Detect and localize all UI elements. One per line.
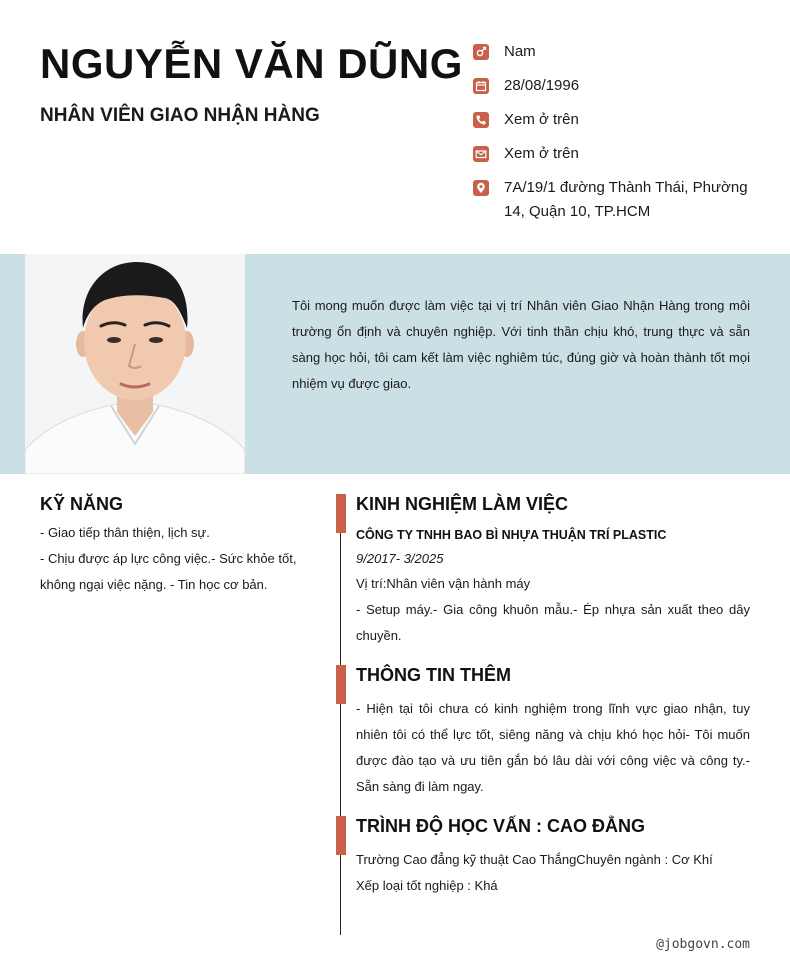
location-icon [473,180,489,196]
phone-icon [473,112,489,128]
additional-text: - Hiện tại tôi chưa có kinh nghiệm trong lĩnh vực giao nhận, tuy nhiên tôi có thể lực tốt, siêng năng và chịu khó học hỏi- Tôi muốn được đào tạo và ưu tiên gắn bó lâu dài với công việc và công ty.- Sẵn sàng đi làm ngay. [356,701,750,794]
job-title: NHÂN VIÊN GIAO NHẬN HÀNG [40,105,320,126]
contact-gender [473,40,753,64]
footer-watermark: @jobgovn.com [656,937,750,952]
additional-heading: THÔNG TIN THÊM [356,665,511,685]
contact-gender-text: Nam [504,43,536,60]
education-school: Trường Cao đẳng kỹ thuật Cao ThắngChuyên ngành : Cơ Khí [356,852,713,867]
contact-address [473,176,753,224]
contact-list [473,40,753,234]
contact-phone-text: Xem ở trên [504,111,579,128]
email-icon [473,146,489,162]
experience-marker [336,494,346,533]
company-name: CÔNG TY TNHH BAO BÌ NHỰA THUẬN TRÍ PLASTIC [356,528,667,542]
profile-photo [25,254,245,474]
work-period: 9/2017- 3/2025 [356,551,444,566]
education-heading: TRÌNH ĐỘ HỌC VẤN : CAO ĐẲNG [356,816,645,836]
gender-icon [473,44,489,60]
contact-phone [473,108,753,132]
work-description: - Setup máy.- Gia công khuôn mẫu.- Ép nhựa sản xuất theo dây chuyền. [356,602,750,643]
contact-email [473,142,753,166]
contact-email-text: Xem ở trên [504,145,579,162]
work-position: Vị trí:Nhân viên vận hành máy [356,576,531,591]
profile-band [0,254,790,474]
timeline-divider [340,494,341,935]
contact-address-text: 7A/19/1 đường Thành Thái, Phường 14, Quận 10, TP.HCM [504,179,748,220]
additional-marker [336,665,346,704]
candidate-name: NGUYỄN VĂN DŨNG [40,40,463,87]
skills-line-2: - Chịu được áp lực công việc.- Sức khỏe tốt, không ngại việc nặng. - Tin học cơ bản. [40,551,297,592]
skills-line-1: - Giao tiếp thân thiện, lịch sự. [40,525,210,540]
education-grade: Xếp loại tốt nghiệp : Khá [356,878,498,893]
education-marker [336,816,346,855]
contact-birthdate [473,74,753,98]
career-objective: Tôi mong muốn được làm việc tại vị trí Nhân viên Giao Nhận Hàng trong môi trường ổn định và chuyên nghiệp. Với tinh thần chịu khó, trung thực và sẵn sàng học hỏi, tôi cam kết làm việc nghiêm túc, đúng giờ và hoàn thành tốt mọi nhiệm vụ được giao. [292,298,750,391]
contact-birthdate-text: 28/08/1996 [504,77,580,94]
calendar-icon [473,78,489,94]
skills-heading: KỸ NĂNG [40,494,124,514]
experience-heading: KINH NGHIỆM LÀM VIỆC [356,494,569,514]
